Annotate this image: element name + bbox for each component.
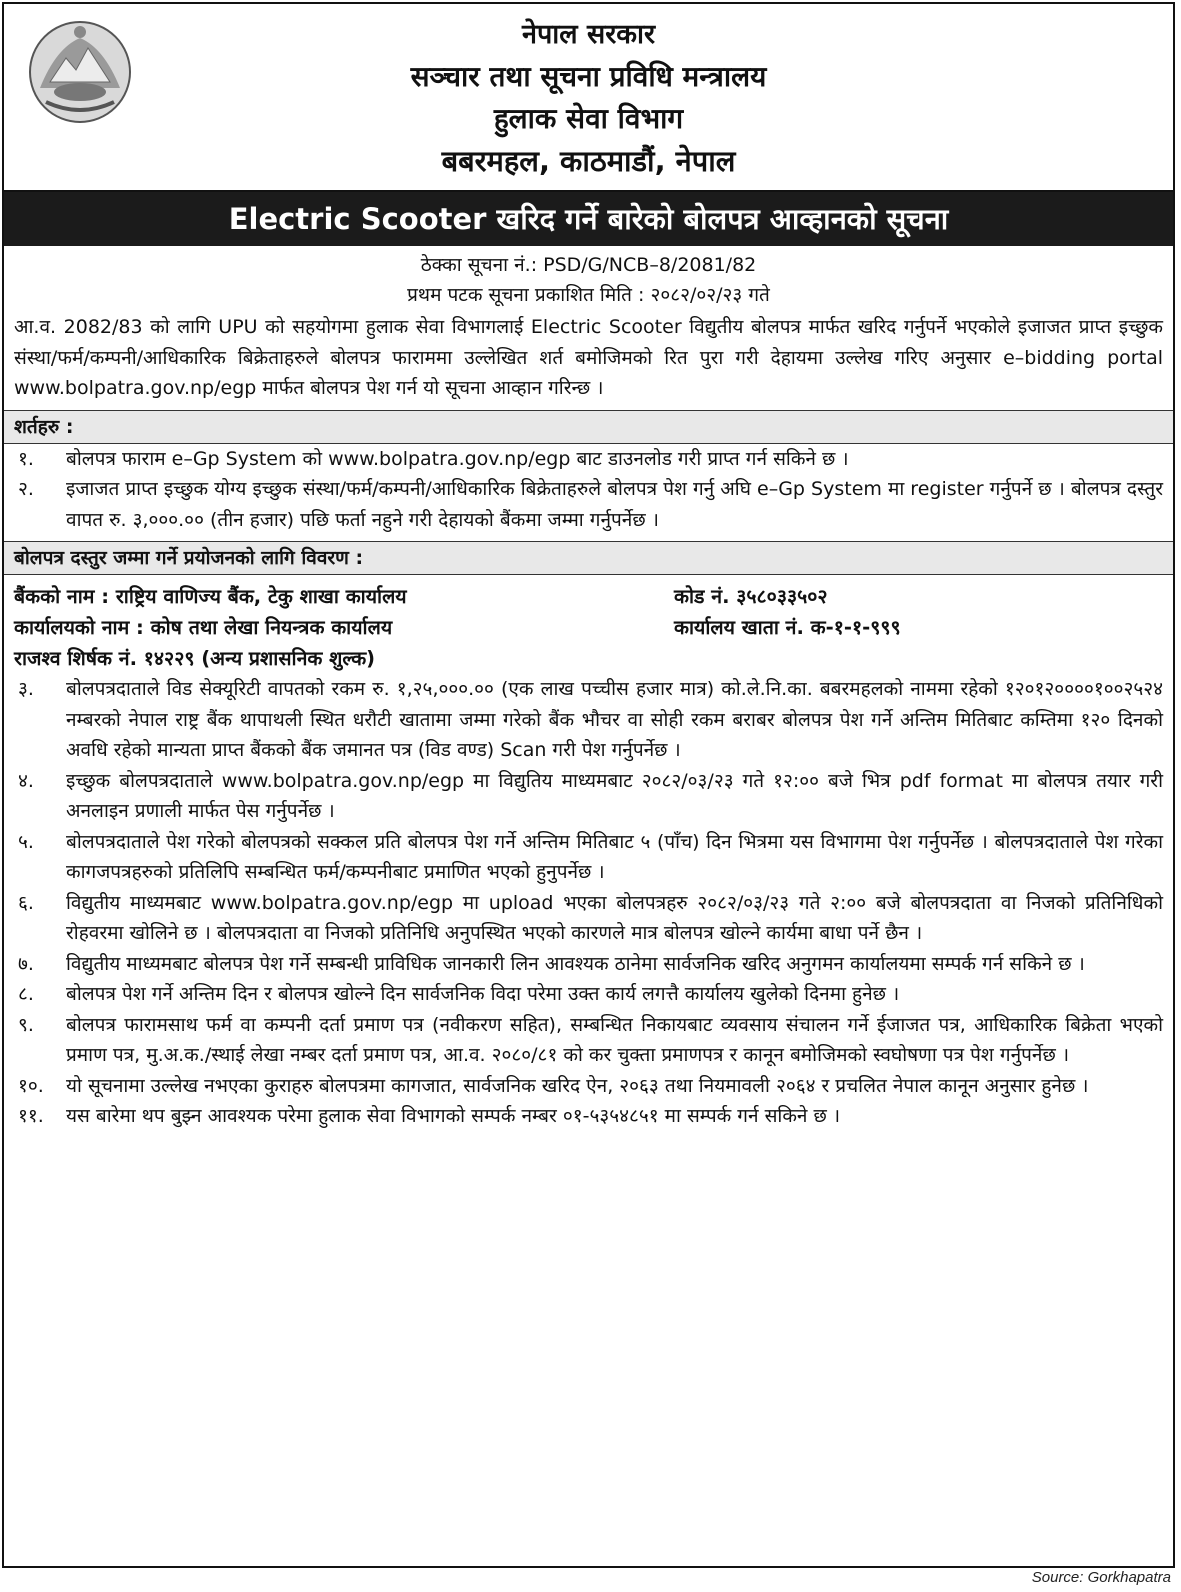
bank-details bbox=[4, 581, 1173, 674]
list-item bbox=[4, 1101, 1173, 1132]
conditions-heading: शर्तहरु : bbox=[4, 410, 1173, 444]
government-name: नेपाल सरकार bbox=[521, 19, 656, 50]
notice-frame bbox=[2, 2, 1175, 1568]
bank-code: कोड नं. ३५८०३३५०२ bbox=[674, 585, 828, 608]
item-number: २. bbox=[18, 478, 34, 500]
list-item bbox=[4, 979, 1173, 1010]
intro-paragraph: आ.व. 2082/83 को लागि UPU को सहयोगमा हुलाक सेवा विभागलाई Electric Scooter विद्युतीय बोलपत्र मार्फत खरिद गर्नुपर्ने भएकोले इजाजत प्राप्त इच्छुक संस्था/फर्म/कम्पनी/आधिकारिक बिक्रेताहरुले बोलपत्र फाराममा उल्लेखित शर्त बमोजिमको रित पुरा गरी देहायमा उल्लेख गरिए अनुसार e–bidding portal www.bolpatra.gov.np/egp मार्फत बोलपत्र पेश गर्न यो सूचना आव्हान गरिन्छ । bbox=[14, 316, 1163, 399]
list-item bbox=[4, 444, 1173, 475]
list-item bbox=[4, 888, 1173, 949]
office-address: बबरमहल, काठमाडौं, नेपाल bbox=[441, 144, 736, 178]
item-text: इजाजत प्राप्त इच्छुक योग्य इच्छुक संस्था/फर्म/कम्पनी/आधिकारिक बिक्रेताहरुले बोलपत्र पेश गर्नु अघि e–Gp System मा register गर्नुपर्ने छ । बोलपत्र दस्तुर वापत रु. ३,०००.०० (तीन हजार) पछि फर्ता नहुने गरी देहायको बैंकमा जम्मा गर्नुपर्नेछ । bbox=[66, 478, 1163, 531]
item-number: ८. bbox=[18, 983, 34, 1005]
item-text: बोलपत्रदाताले पेश गरेको बोलपत्रको सक्कल प्रति बोलपत्र पेश गर्ने अन्तिम मितिबाट ५ (पाँच) दिन भित्रमा यस विभागमा पेश गर्नुपर्नेछ । बोलपत्रदाताले पेश गरेका कागजपत्रहरुको प्रतिलिपि सम्बन्धित फर्म/कम्पनीबाट प्रमाणित भएको हुनुपर्नेछ । bbox=[66, 830, 1163, 883]
list-item bbox=[4, 674, 1173, 766]
notice-number: ठेक्का सूचना नं.: PSD/G/NCB–8/2081/82 bbox=[420, 254, 757, 276]
notice-header bbox=[4, 4, 1173, 192]
bank-name: बैंकको नाम : राष्ट्रिय वाणिज्य बैंक, टेकु शाखा कार्यालय bbox=[14, 585, 407, 608]
list-item bbox=[4, 827, 1173, 888]
item-number: ६. bbox=[18, 891, 34, 914]
item-text: विद्युतीय माध्यमबाट www.bolpatra.gov.np/egp मा upload भएका बोलपत्रहरु २०८२/०३/२३ गते २:०० बजे बोलपत्रदाता वा निजको प्रतिनिधिको रोहवरमा खोलिने छ । बोलपत्रदाता वा निजको प्रतिनिधि अनुपस्थित भएको कारणले मात्र बोलपत्र खोल्ने कार्यमा बाधा पर्ने छैन । bbox=[66, 891, 1163, 944]
conditions-list-b bbox=[4, 674, 1173, 1132]
item-number: ३. bbox=[18, 678, 34, 700]
item-number: ९. bbox=[18, 1013, 34, 1036]
department-name: हुलाक सेवा विभाग bbox=[493, 102, 684, 135]
list-item bbox=[4, 949, 1173, 980]
item-number: ५. bbox=[18, 830, 34, 853]
item-text: यो सूचनामा उल्लेख नभएका कुराहरु बोलपत्रमा कागजात, सार्वजनिक खरिद ऐन, २०६३ तथा नियमावली २०६४ र प्रचलित नेपाल कानून अनुसार हुनेछ । bbox=[66, 1074, 1089, 1097]
list-item bbox=[4, 474, 1173, 535]
office-account: कार्यालय खाता नं. क-१-१-९९९ bbox=[674, 616, 901, 639]
item-text: यस बारेमा थप बुझ्न आवश्यक परेमा हुलाक सेवा विभागको सम्पर्क नम्बर ०१-५३५४८५१ मा सम्पर्क गर्न सकिने छ । bbox=[66, 1105, 841, 1127]
item-number: ४. bbox=[18, 769, 34, 792]
revenue-head: राजश्व शिर्षक नं. १४२२९ (अन्य प्रशासनिक शुल्क) bbox=[14, 647, 376, 670]
item-text: बोलपत्रदाताले विड सेक्यूरिटी वापतको रकम रु. १,२५,०००.०० (एक लाख पच्चीस हजार मात्र) को.ले.नि.का. बबरमहलको नाममा रहेको १२०१२००००१००२५२४ नम्बरको नेपाल राष्ट्र बैंक थापाथली स्थित धरौटी खातामा जम्मा गरेको बैंक भौचर वा सोही रकम बराबर बोलपत्र पेश गर्ने अन्तिम मितिबाट कम्तिमा १२० दिनको अवधि रहेको मान्यता प्राप्त बैंकको बैंक जमानत पत्र (विड वण्ड) Scan गरी पेश गर्नुपर्नेछ । bbox=[66, 678, 1163, 761]
list-item bbox=[4, 1071, 1173, 1102]
office-name: कार्यालयको नाम : कोष तथा लेखा नियन्त्रक कार्यालय bbox=[14, 616, 393, 639]
publish-date: प्रथम पटक सूचना प्रकाशित मिति : २०८२/०२/२३ गते bbox=[407, 284, 770, 306]
item-number: ११. bbox=[18, 1105, 44, 1127]
item-text: इच्छुक बोलपत्रदाताले www.bolpatra.gov.np/egp मा विद्युतिय माध्यमबाट २०८२/०३/२३ गते १२:०० बजे भित्र pdf format मा बोलपत्र तयार गरी अनलाइन प्रणाली मार्फत पेस गर्नुपर्नेछ । bbox=[66, 769, 1163, 822]
conditions-list-a bbox=[4, 444, 1173, 536]
item-text: बोलपत्र पेश गर्ने अन्तिम दिन र बोलपत्र खोल्ने दिन सार्वजनिक विदा परेमा उक्त कार्य लगत्तै कार्यालय खुलेको दिनमा हुनेछ । bbox=[66, 983, 900, 1005]
ministry-name: सञ्चार तथा सूचना प्रविधि मन्त्रालय bbox=[410, 60, 767, 93]
item-number: १०. bbox=[18, 1074, 44, 1097]
list-item bbox=[4, 1010, 1173, 1071]
item-number: १. bbox=[18, 447, 34, 470]
source-credit: Source: Gorkhapatra bbox=[1031, 1569, 1171, 1586]
item-text: विद्युतीय माध्यमबाट बोलपत्र पेश गर्ने सम्बन्धी प्राविधिक जानकारी लिन आवश्यक ठानेमा सार्वजनिक खरिद अनुगमन कार्यालयमा सम्पर्क गर्न सकिने छ । bbox=[66, 952, 1085, 975]
item-number: ७. bbox=[18, 952, 34, 975]
list-item bbox=[4, 766, 1173, 827]
item-text: बोलपत्र फारामसाथ फर्म वा कम्पनी दर्ता प्रमाण पत्र (नवीकरण सहित), सम्बन्धित निकायबाट व्यवसाय संचालन गर्ने ईजाजत पत्र, आधिकारिक बिक्रेता भएको प्रमाण पत्र, मु.अ.क./स्थाई लेखा नम्बर दर्ता प्रमाण पत्र, आ.व. २०८०/८१ को कर चुक्ता प्रमाणपत्र र कानून बमोजिमको स्वघोषणा पत्र पेश गर्नुपर्नेछ । bbox=[66, 1013, 1163, 1066]
item-text: बोलपत्र फाराम e–Gp System को www.bolpatra.gov.np/egp बाट डाउनलोड गरी प्राप्त गर्न सकिने छ । bbox=[66, 447, 849, 470]
fee-heading: बोलपत्र दस्तुर जम्मा गर्ने प्रयोजनको लागि विवरण : bbox=[4, 541, 1173, 575]
notice-title: Electric Scooter खरिद गर्ने बारेको बोलपत्र आव्हानको सूचना bbox=[4, 192, 1173, 246]
